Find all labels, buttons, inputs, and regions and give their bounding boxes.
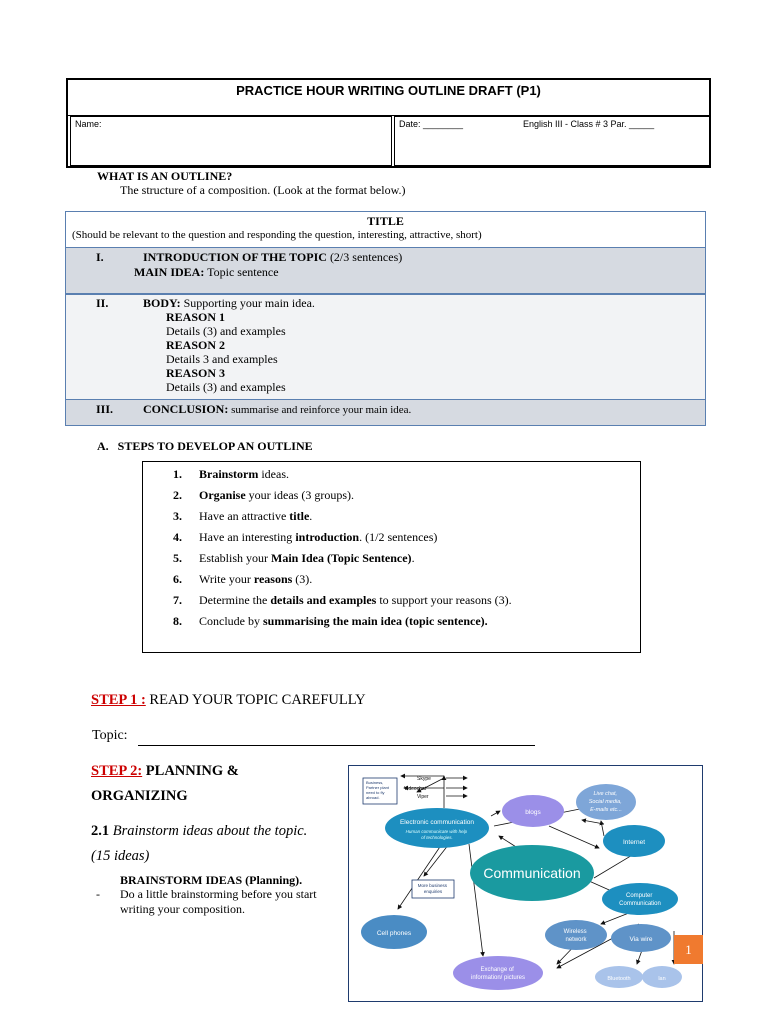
step-text-pre: Have an interesting (199, 530, 296, 544)
step-2-text: PLANNING & (142, 763, 239, 779)
main-idea-label: MAIN IDEA: (134, 265, 205, 279)
step-text-bold: title (289, 509, 310, 523)
intro-note: (2/3 sentences) (326, 250, 403, 264)
step-item (173, 572, 312, 587)
reason-3: REASON 3 (166, 366, 226, 380)
reason-2: REASON 2 (166, 338, 226, 352)
date-field[interactable] (394, 116, 711, 166)
step-2-heading (91, 763, 239, 780)
step-text-post: (3). (292, 572, 313, 586)
step-text-bold: summarising the main idea (topic sentence). (263, 614, 488, 628)
electronic-communication-node (385, 808, 489, 848)
step-number: 5. (173, 551, 182, 565)
brainstorm-diagram (348, 765, 703, 1002)
details-3: Details (3) and examples (166, 380, 286, 394)
step-text-post: your ideas (3 groups). (245, 488, 354, 502)
details-2: Details 3 and examples (166, 352, 278, 366)
step-text-pre: Have an attractive (199, 509, 290, 523)
svg-text:Via wire: Via wire (629, 936, 653, 943)
header-table (66, 78, 711, 168)
outline-title-note: (Should be relevant to the question and responding the question, interesting, attractive, short) (72, 229, 482, 241)
reason-1: REASON 1 (166, 310, 226, 324)
step-1-label: STEP 1 : (91, 692, 146, 708)
step-1-heading (91, 692, 366, 709)
steps-heading: A. STEPS TO DEVELOP AN OUTLINE (97, 439, 313, 453)
step-text-bold: reasons (253, 572, 293, 586)
substep-2-1-text-2: (15 ideas) (91, 848, 150, 864)
conclusion-text: summarise and reinforce your main idea. (228, 404, 412, 416)
what-heading: WHAT IS AN OUTLINE? (97, 169, 233, 183)
svg-text:Exchange of information/: Exchange of information/ pictures (470, 967, 526, 981)
topic-input-line[interactable] (138, 730, 535, 746)
bullet-text-2: writing your composition. (120, 902, 245, 916)
step-text-pre: Determine the (199, 593, 271, 607)
step-text-bold: details and examples (270, 593, 377, 607)
step-text-bold: Organise (199, 488, 246, 502)
step-2-label: STEP 2: (91, 763, 143, 779)
step-item (173, 509, 312, 524)
outline-format-box (65, 211, 706, 426)
step-number: 2. (173, 488, 182, 502)
outline-title: TITLE (367, 214, 404, 228)
intro-label: INTRODUCTION OF THE TOPIC (143, 250, 327, 264)
svg-text:Live chat, Social media,: Live chat, Social media, E-mails etc... (588, 791, 622, 813)
brainstorm-heading: BRAINSTORM IDEAS (Planning). (120, 873, 303, 887)
conclusion-label: CONCLUSION: (143, 402, 229, 416)
bullet-dash: - (96, 887, 100, 901)
svg-text:Human communicate with help: Human communicate with help of technologies. (405, 829, 468, 840)
svg-text:Cell phones: Cell phones (376, 930, 412, 937)
body-label: BODY: (143, 296, 181, 310)
step-text-post: . (411, 551, 415, 565)
steps-box (142, 461, 641, 653)
substep-2-1-text: Brainstorm ideas about the topic. (109, 823, 308, 839)
outline-body-row (66, 294, 705, 400)
step-number: 6. (173, 572, 182, 586)
outline-title-row (66, 212, 705, 248)
svg-text:Wireless network: Wireless network (563, 929, 587, 943)
step-number: 7. (173, 593, 182, 607)
step-item (173, 530, 437, 545)
date-label: Date: ________ (399, 119, 464, 129)
svg-text:blogs: blogs (525, 809, 541, 816)
svg-text:Computer Communication: Computer Communication (619, 893, 661, 907)
name-label: Name: (75, 119, 102, 129)
name-field[interactable] (70, 116, 392, 166)
step-text-pre: Write your (199, 572, 254, 586)
step-2-text-2: ORGANIZING (91, 788, 188, 804)
step-number: 4. (173, 530, 182, 544)
substep-2-1 (91, 823, 307, 840)
step-1-text: READ YOUR TOPIC CAREFULLY (145, 692, 366, 708)
step-number: 1. (173, 467, 182, 481)
outline-intro-row (66, 248, 705, 294)
computer-communication-node (602, 883, 678, 915)
step-text-post: ideas. (258, 467, 289, 481)
substep-2-1-num: 2.1 (91, 823, 110, 839)
conclusion-num: III. (96, 402, 114, 416)
exchange-node (453, 956, 543, 990)
topic-label: Topic: (92, 728, 128, 743)
svg-text:Skype Videochat Vi: Skype Videochat Viper (404, 776, 431, 800)
step-item (173, 593, 512, 608)
step-text-pre: Conclude by (199, 614, 263, 628)
step-number: 3. (173, 509, 182, 523)
step-item (173, 614, 488, 629)
document-title: PRACTICE HOUR WRITING OUTLINE DRAFT (P1) (68, 80, 709, 116)
svg-text:lan: lan (658, 976, 666, 982)
step-text-post: to support your reasons (3). (376, 593, 512, 607)
step-number: 8. (173, 614, 182, 628)
diagram-svg (349, 766, 701, 1000)
svg-text:Electronic communication: Electronic communication (399, 819, 475, 826)
svg-text:More business enquiries: More business enquiries (417, 883, 447, 894)
class-label: English III - Class # 3 Par. _____ (523, 119, 655, 129)
svg-text:Communication: Communication (483, 865, 581, 881)
step-item (173, 488, 354, 503)
step-text-bold: Brainstorm (199, 467, 259, 481)
page-number: 1 (674, 935, 703, 964)
svg-text:Internet: Internet (622, 839, 646, 846)
step-text-bold: Main Idea (Topic Sentence) (271, 551, 412, 565)
main-idea-text: Topic sentence (204, 265, 279, 279)
step-item (173, 551, 415, 566)
step-text-pre: Establish your (199, 551, 271, 565)
body-num: II. (96, 296, 109, 310)
outline-conclusion-row (66, 400, 705, 425)
step-text-bold: introduction (295, 530, 360, 544)
bullet-text-1: Do a little brainstorming before you start (120, 887, 317, 901)
what-description: The structure of a composition. (Look at the format below.) (120, 183, 406, 197)
wireless-network-node (545, 920, 607, 950)
body-text: Supporting your main idea. (180, 296, 315, 310)
svg-text:Bluetooth: Bluetooth (607, 976, 631, 982)
svg-text:Business, Partner plant: Business, Partner plant need to fly abroad. (366, 780, 389, 800)
step-text-post: . (309, 509, 313, 523)
intro-num: I. (96, 250, 104, 264)
step-text-post: . (1/2 sentences) (359, 530, 438, 544)
step-item (173, 467, 289, 482)
details-1: Details (3) and examples (166, 324, 286, 338)
